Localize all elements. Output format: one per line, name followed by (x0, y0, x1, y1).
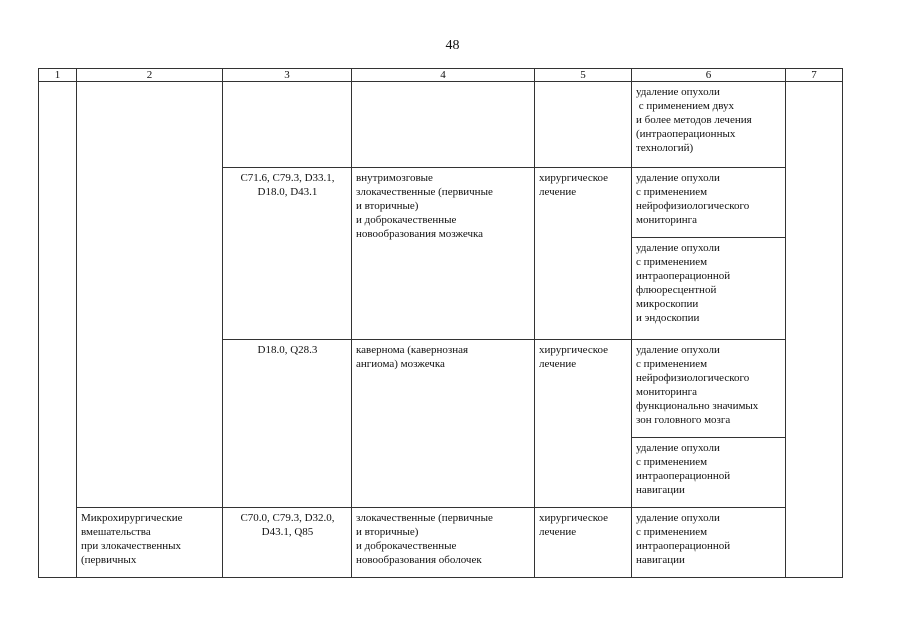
col7-cell (786, 82, 843, 578)
column-number-row (39, 69, 843, 82)
codes-cell (223, 82, 352, 168)
method-cell: удаление опухоли с применением интраоперационной флюоресцентной микроскопии и эндоскопии (632, 238, 786, 340)
codes-cell: C70.0, C79.3, D32.0, D43.1, Q85 (223, 508, 352, 578)
method-cell: удаление опухоли с применением интраоперационной навигации (632, 508, 786, 578)
diagnosis-cell: кавернома (кавернозная ангиома) мозжечка (352, 340, 535, 508)
column-number: 3 (223, 69, 352, 82)
diagnosis-cell: внутримозговые злокачественные (первичные и вторичные) и доброкачественные новообразования мозжечка (352, 168, 535, 340)
treatment-cell: хирургическое лечение (535, 340, 632, 508)
treatment-cell: хирургическое лечение (535, 168, 632, 340)
section-title-cell: Микрохирургические вмешательства при злокачественных (первичных (77, 508, 223, 578)
diagnosis-cell (352, 82, 535, 168)
treatment-cell: хирургическое лечение (535, 508, 632, 578)
method-cell: удаление опухоли с применением нейрофизиологического мониторинга (632, 168, 786, 238)
column-number: 1 (39, 69, 77, 82)
method-cell: удаление опухоли с применением двух и более методов лечения (интраоперационных технологий) (632, 82, 786, 168)
codes-cell: C71.6, C79.3, D33.1, D18.0, D43.1 (223, 168, 352, 340)
column-number: 6 (632, 69, 786, 82)
column-number: 4 (352, 69, 535, 82)
codes-cell: D18.0, Q28.3 (223, 340, 352, 508)
page-number: 48 (445, 38, 460, 53)
diagnosis-cell: злокачественные (первичные и вторичные) и доброкачественные новообразования оболочек (352, 508, 535, 578)
column-number: 2 (77, 69, 223, 82)
medical-procedures-table (38, 68, 843, 578)
table-row (39, 508, 843, 578)
col1-cell (39, 82, 77, 578)
column-number: 5 (535, 69, 632, 82)
treatment-cell (535, 82, 632, 168)
method-cell: удаление опухоли с применением интраоперационной навигации (632, 438, 786, 508)
method-cell: удаление опухоли с применением нейрофизиологического мониторинга функционально значимых зон головного мозга (632, 340, 786, 438)
column-number: 7 (786, 69, 843, 82)
table-row (39, 82, 843, 168)
col2-cell (77, 82, 223, 508)
